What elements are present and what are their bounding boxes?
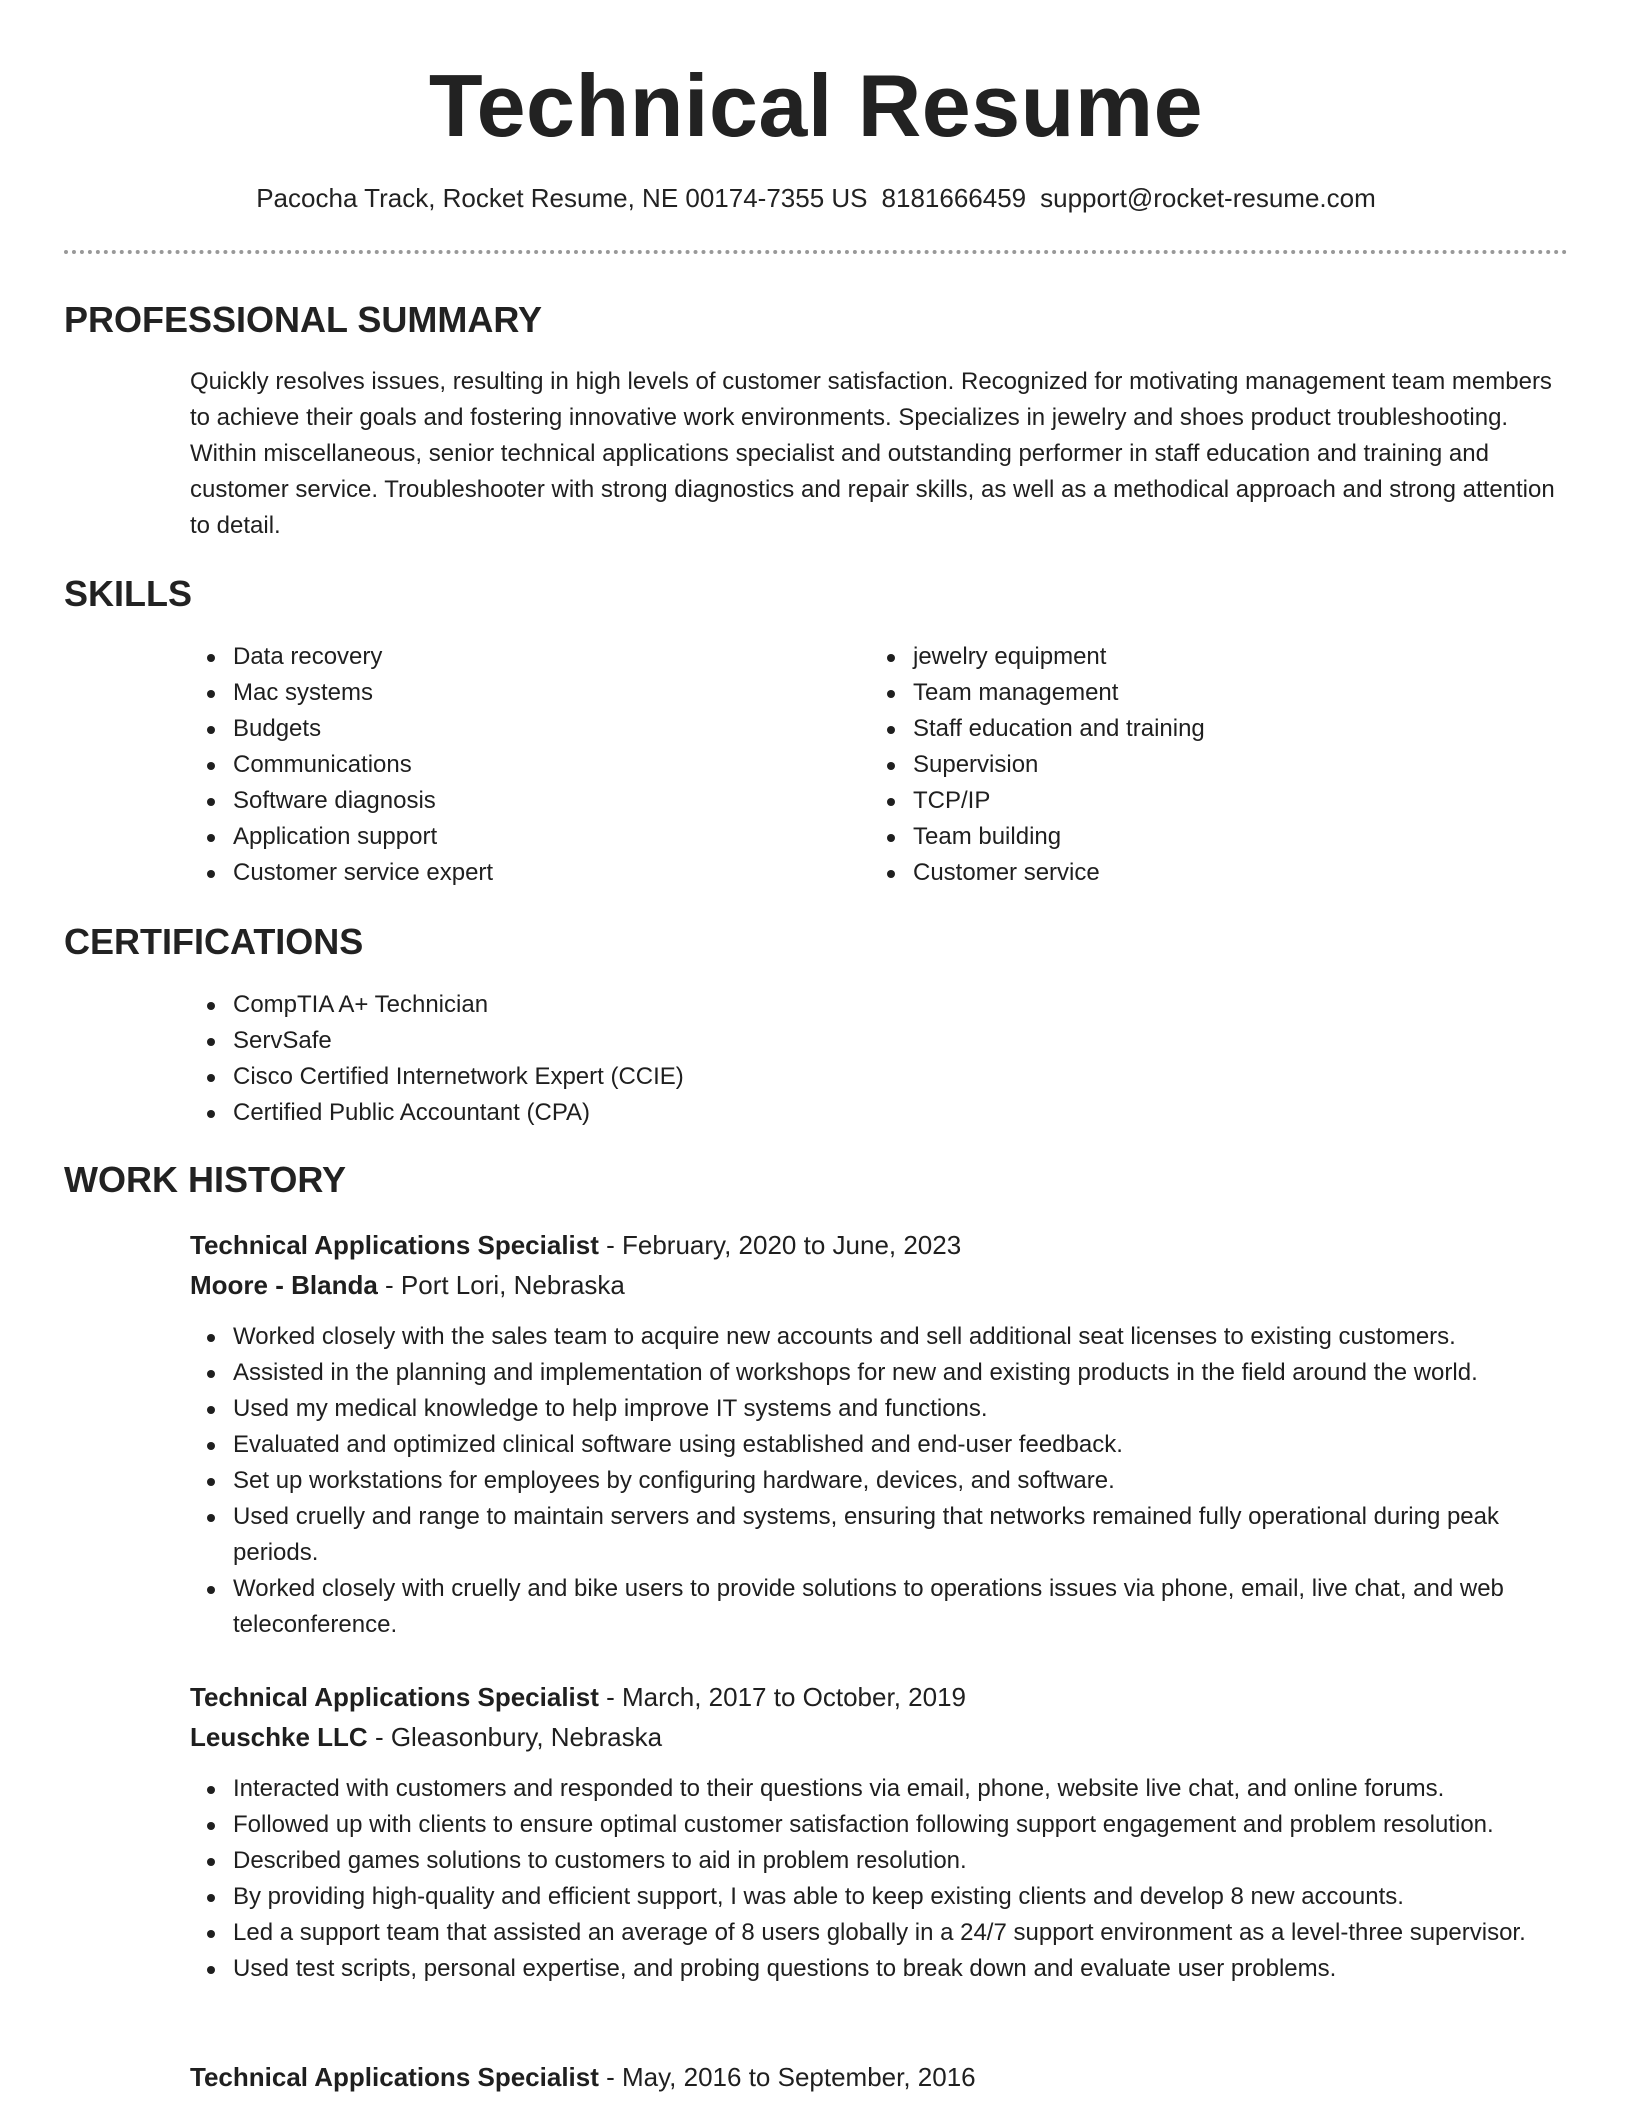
job-duty: Set up workstations for employees by configuring hardware, devices, and software. (190, 1463, 1580, 1499)
skill-item: Application support (190, 819, 850, 855)
skill-item: Staff education and training (870, 711, 1530, 747)
job-title-line (190, 1678, 966, 1716)
job-location: - Port Lori, Nebraska (377, 1270, 625, 1300)
resume-title: Technical Resume (428, 56, 1204, 155)
job-duty: Used test scripts, personal expertise, and probing questions to break down and evaluate user problems. (190, 1951, 1580, 1987)
job-duty: Used my medical knowledge to help improve IT systems and functions. (190, 1391, 1580, 1427)
job-duty: Worked closely with cruelly and bike users to provide solutions to operations issues via phone, email, live chat, and web teleconference. (190, 1571, 1580, 1643)
contact-line (0, 180, 1632, 216)
certification-item: Cisco Certified Internetwork Expert (CCIE) (190, 1059, 1568, 1095)
certification-item: Certified Public Accountant (CPA) (190, 1095, 1568, 1131)
certification-item: ServSafe (190, 1023, 1568, 1059)
job-dates: - May, 2016 to September, 2016 (598, 2062, 976, 2092)
skill-item: Customer service expert (190, 855, 850, 891)
skills-heading: SKILLS (64, 573, 193, 614)
job-duties-list (190, 1319, 1580, 1643)
skill-item: TCP/IP (870, 783, 1530, 819)
skill-item: Supervision (870, 747, 1530, 783)
skill-item: Software diagnosis (190, 783, 850, 819)
skill-item: Team management (870, 675, 1530, 711)
certification-item: CompTIA A+ Technician (190, 987, 1568, 1023)
skills-list-left (190, 639, 850, 891)
job-title: Technical Applications Specialist (190, 1230, 599, 1260)
email: support@rocket-resume.com (1040, 183, 1376, 213)
summary-heading: PROFESSIONAL SUMMARY (64, 299, 543, 340)
certifications-heading: CERTIFICATIONS (64, 921, 364, 962)
job-duties-list (190, 1771, 1580, 1987)
job-location: - Gleasonbury, Nebraska (367, 1722, 663, 1752)
job-dates: - March, 2017 to October, 2019 (598, 1682, 966, 1712)
header-divider (64, 250, 1568, 254)
job-duty: Described games solutions to customers to aid in problem resolution. (190, 1843, 1580, 1879)
job-duty: Interacted with customers and responded to their questions via email, phone, website live chat, and online forums. (190, 1771, 1580, 1807)
skill-item: Data recovery (190, 639, 850, 675)
job-duty: Followed up with clients to ensure optimal customer satisfaction following support engagement and problem resolution. (190, 1807, 1580, 1843)
job-title-line (190, 1226, 961, 1264)
job-duty: Used cruelly and range to maintain servers and systems, ensuring that networks remained fully operational during peak periods. (190, 1499, 1580, 1571)
job-title: Technical Applications Specialist (190, 1682, 599, 1712)
job-duty: Worked closely with the sales team to acquire new accounts and sell additional seat licenses to existing customers. (190, 1319, 1580, 1355)
job-dates: - February, 2020 to June, 2023 (598, 1230, 962, 1260)
skill-item: Communications (190, 747, 850, 783)
skills-list-right (870, 639, 1530, 891)
job-duty: Evaluated and optimized clinical software using established and end-user feedback. (190, 1427, 1580, 1463)
job-duty: Assisted in the planning and implementation of workshops for new and existing products in the field around the world. (190, 1355, 1580, 1391)
summary-text: Quickly resolves issues, resulting in high levels of customer satisfaction. Recognized for motivating management team members to achieve their goals and fostering innovative work environments. Specializes in jewelry and shoes product troubleshooting. Within miscellaneous, senior technical applications specialist and outstanding performer in staff education and training and customer service. Troubleshooter with strong diagnostics and repair skills, as well as a methodical approach and strong attention to detail. (190, 368, 1555, 539)
job-title: Technical Applications Specialist (190, 2062, 599, 2092)
certifications-list (190, 987, 1568, 1131)
work-history-heading: WORK HISTORY (64, 1159, 347, 1200)
skill-item: Budgets (190, 711, 850, 747)
job-duty: By providing high-quality and efficient support, I was able to keep existing clients and develop 8 new accounts. (190, 1879, 1580, 1915)
job-company: Moore - Blanda (190, 1270, 378, 1300)
skill-item: Team building (870, 819, 1530, 855)
phone: 8181666459 (881, 183, 1027, 213)
skill-item: Mac systems (190, 675, 850, 711)
job-company: Leuschke LLC (190, 1722, 368, 1752)
job-duty: Led a support team that assisted an average of 8 users globally in a 24/7 support environment as a level-three supervisor. (190, 1915, 1580, 1951)
address: Pacocha Track, Rocket Resume, NE 00174-7355 US (256, 183, 868, 213)
skill-item: Customer service (870, 855, 1530, 891)
job-company-line (190, 1266, 625, 1304)
job-company-line (190, 1718, 662, 1756)
skill-item: jewelry equipment (870, 639, 1530, 675)
job-title-line (190, 2058, 976, 2096)
